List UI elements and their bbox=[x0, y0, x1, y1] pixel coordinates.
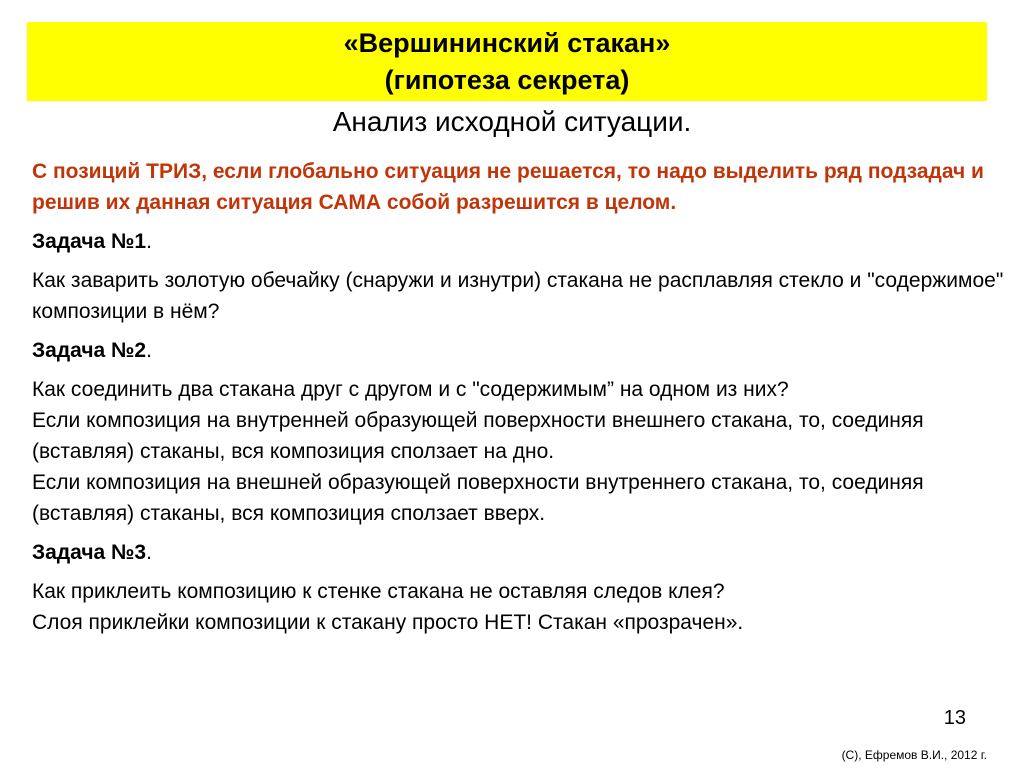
page-number: 13 bbox=[943, 707, 966, 729]
task-3-heading: Задача №3. bbox=[32, 541, 152, 564]
task-1-line: Как заварить золотую обечайку (снаружи и изнутри) стакана не расплавляя стекло и "содержимое" композиции в нём? bbox=[32, 269, 1004, 323]
task-2-heading-text: Задача №2 bbox=[32, 339, 147, 362]
task-1-heading-text: Задача №1 bbox=[32, 230, 147, 253]
slide-subtitle: Анализ исходной ситуации. bbox=[332, 106, 692, 137]
task-2-line: Как соединить два стакана друг с другом и с "содержимым” на одном из них? bbox=[32, 378, 789, 401]
task-3-line: Как приклеить композицию к стенке стакана не оставляя следов клея? bbox=[32, 580, 725, 603]
task-3-line: Слоя приклейки композиции к стакану просто НЕТ! Стакан «прозрачен». bbox=[32, 611, 744, 634]
task-2-line: Если композиция на внешней образующей поверхности внутреннего стакана, то, соединяя (вставляя) стаканы, вся композиция сползает вверх. bbox=[32, 471, 924, 525]
task-1-text bbox=[32, 265, 1007, 327]
task-1-heading: Задача №1. bbox=[32, 230, 152, 253]
task-2-text bbox=[32, 374, 1007, 529]
title-banner bbox=[27, 22, 987, 101]
task-2-line: Если композиция на внутренней образующей поверхности внешнего стакана, то, соединяя (вставляя) стаканы, вся композиция сползает на дно. bbox=[32, 409, 924, 463]
slide-title-line-1: «Вершининский стакан» bbox=[343, 28, 671, 58]
copyright-notice: (С), Ефремов В.И., 2012 г. bbox=[841, 748, 987, 762]
task-3-text bbox=[32, 576, 1007, 638]
task-2-heading: Задача №2. bbox=[32, 339, 152, 362]
task-3-heading-text: Задача №3 bbox=[32, 541, 147, 564]
slide-content bbox=[32, 156, 1007, 646]
intro-paragraph: С позиций ТРИЗ, если глобально ситуация не решается, то надо выделить ряд подзадач и решив их данная ситуация САМА собой разрешится в целом. bbox=[32, 160, 984, 214]
slide-title-line-2: (гипотеза секрета) bbox=[384, 65, 630, 95]
